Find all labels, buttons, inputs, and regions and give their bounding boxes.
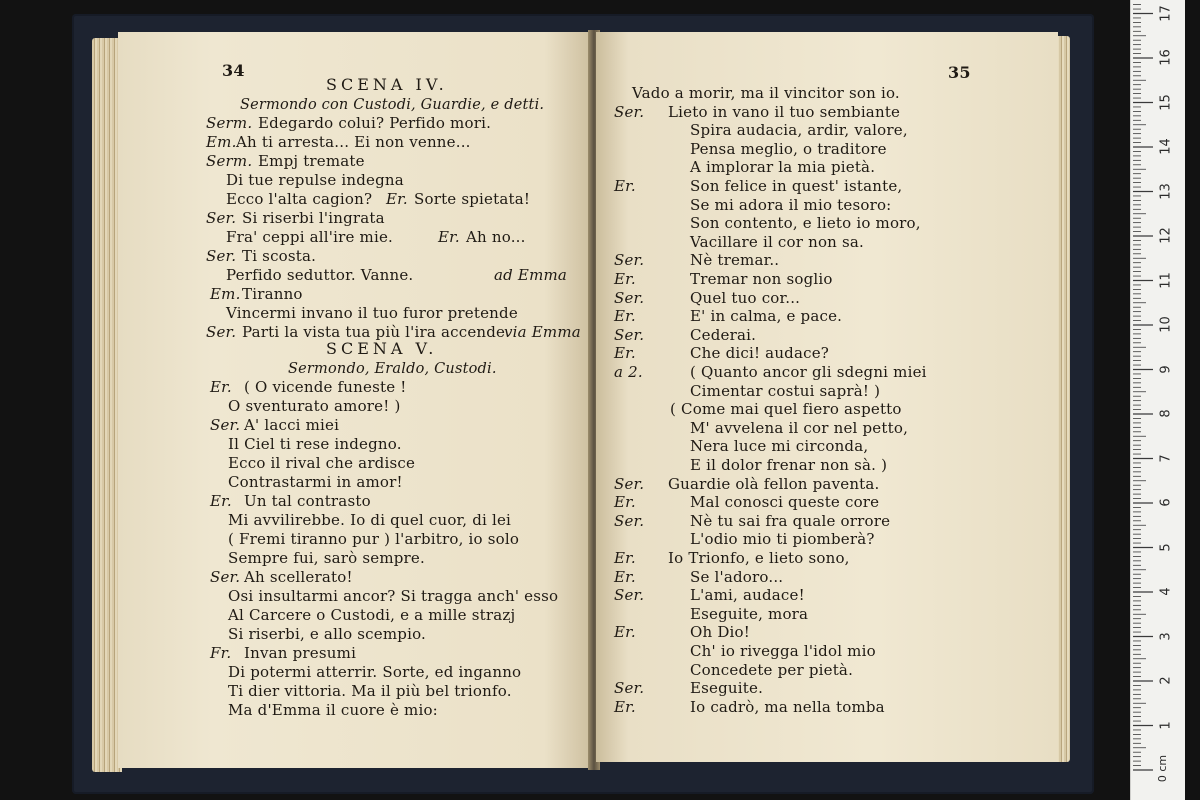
- ruler-number: 1: [1158, 720, 1174, 730]
- verse-line: Ch' io rivegga l'idol mio: [690, 642, 876, 660]
- verse-line: O sventurato amore! ): [228, 397, 401, 415]
- verse-line: ( Come mai quel fiero aspetto: [670, 400, 902, 419]
- speaker-label: Ser.: [210, 568, 241, 586]
- ruler-number: 9: [1158, 364, 1174, 374]
- speaker-label: Er.: [386, 190, 408, 208]
- verse-line: E il dolor frenar non sà. ): [690, 456, 888, 474]
- verse-line: Invan presumi: [244, 644, 357, 662]
- speaker-label: Ser.: [614, 511, 645, 530]
- scene-subtitle-5: Sermondo, Eraldo, Custodi.: [288, 361, 497, 377]
- verse-line: Ecco l'alta cagion?: [226, 190, 373, 208]
- verse-line: ( Fremi tiranno pur ) l'arbitro, io solo: [228, 530, 520, 548]
- verse-line: Nera luce mi circonda,: [690, 437, 869, 456]
- speaker-label: Ser.: [206, 209, 237, 227]
- ruler-number: 12: [1158, 227, 1174, 244]
- verse-line: Un tal contrasto: [244, 492, 371, 510]
- ruler-number: 2: [1158, 676, 1174, 685]
- speaker-label: Er.: [614, 270, 636, 288]
- speaker-label: Er.: [614, 567, 636, 586]
- verse-line: A implorar la mia pietà.: [690, 158, 876, 177]
- ruler-number: 13: [1158, 182, 1174, 200]
- ruler-number: 6: [1158, 498, 1174, 507]
- speaker-label: Fr.: [210, 644, 232, 662]
- verse-line: Si riserbi, e allo scempio.: [228, 625, 427, 643]
- verse-line: Io cadrò, ma nella tomba: [690, 697, 885, 716]
- verse-line: Se l'adoro...: [690, 567, 784, 586]
- speaker-label: Ser.: [614, 679, 645, 698]
- verse-line: ( O vicende funeste !: [244, 378, 407, 396]
- speaker-label: Ser.: [614, 251, 645, 270]
- verse-line: Ma d'Emma il cuore è mio:: [228, 701, 438, 719]
- verse-line: Lieto in vano il tuo sembiante: [668, 102, 901, 121]
- verse-line: Quel tuo cor...: [690, 288, 801, 307]
- verse-line: Eseguite.: [690, 679, 764, 698]
- speaker-label: Ser.: [614, 325, 645, 344]
- speaker-label: Em.: [210, 285, 241, 303]
- ruler-number: 14: [1158, 138, 1174, 155]
- speaker-label: Er.: [614, 307, 636, 326]
- verse-line: Nè tu sai fra quale orrore: [690, 511, 891, 530]
- verse-line: Di tue repulse indegna: [226, 171, 404, 189]
- speaker-label: Ser.: [614, 102, 645, 121]
- speaker-label: Er.: [438, 228, 460, 246]
- verse-line: Son felice in quest' istante,: [690, 177, 903, 195]
- verse-line: Perfido seduttor. Vanne.: [226, 266, 414, 284]
- ruler-number: 10: [1158, 316, 1174, 333]
- verse-line: ( Quanto ancor gli sdegni miei: [690, 363, 927, 381]
- page-number-right: 35: [948, 63, 971, 82]
- speaker-label: Er.: [614, 344, 636, 363]
- speaker-label: Ser.: [614, 474, 645, 493]
- speaker-label: Er.: [614, 493, 636, 512]
- stage-direction: ad Emma: [494, 266, 568, 284]
- verse-line: Vacillare il cor non sa.: [690, 232, 865, 251]
- verse-line: Tiranno: [242, 285, 303, 303]
- right-page: [596, 32, 1058, 762]
- speaker-label: Er.: [614, 549, 636, 567]
- verse-line: Spira audacia, ardir, valore,: [690, 121, 908, 140]
- ruler-number: 11: [1158, 271, 1174, 289]
- verse-line: Che dici! audace?: [690, 344, 830, 363]
- verse-line: Al Carcere o Custodi, e a mille strazj: [228, 606, 516, 624]
- verse-line: Mal conosci queste core: [690, 493, 880, 512]
- speaker-label: Ser.: [614, 586, 645, 605]
- verse-line: E' in calma, e pace.: [690, 307, 843, 326]
- ruler-number: 15: [1158, 93, 1174, 111]
- ruler-number: 3: [1158, 631, 1174, 641]
- verse-line: Pensa meglio, o traditore: [690, 139, 887, 158]
- speaker-label: Er.: [210, 492, 232, 510]
- verse-line: Vado a morir, ma il vincitor son io.: [632, 84, 900, 102]
- verse-line: Ah ti arresta... Ei non venne...: [236, 133, 471, 151]
- verse-line: Eseguite, mora: [690, 604, 809, 623]
- speaker-label: Ser.: [206, 247, 237, 265]
- verse-line: Tremar non soglio: [690, 270, 833, 288]
- scene-subtitle-4: Sermondo con Custodi, Guardie, e detti.: [240, 97, 545, 113]
- verse-line: Ah no...: [466, 228, 526, 246]
- ruler-number: 7: [1158, 453, 1174, 463]
- verse-line: Edegardo colui? Perfido mori.: [258, 114, 492, 132]
- speaker-label: Er.: [614, 697, 636, 716]
- verse-line: Se mi adora il mio tesoro:: [690, 195, 892, 214]
- speaker-label: a 2.: [614, 363, 643, 381]
- left-page: [118, 32, 592, 768]
- ruler-number: 17: [1158, 4, 1174, 22]
- verse-line: L'ami, audace!: [690, 586, 805, 605]
- scene-heading-5: SCENA V.: [326, 339, 438, 358]
- verse-line: Sorte spietata!: [414, 190, 531, 208]
- verse-line: Nè tremar..: [690, 251, 780, 270]
- speaker-label: Er.: [614, 623, 636, 642]
- verse-line: Il Ciel ti rese indegno.: [228, 435, 402, 453]
- ruler-number: 4: [1158, 587, 1174, 596]
- ruler-unit-label: 0 cm: [1156, 754, 1170, 783]
- speaker-label: Er.: [210, 378, 232, 396]
- verse-line: Ti scosta.: [242, 247, 317, 265]
- speaker-label: Ser.: [210, 416, 241, 434]
- verse-line: Cederai.: [690, 325, 757, 344]
- verse-line: Vincermi invano il tuo furor pretende: [226, 304, 518, 322]
- verse-line: Sempre fui, sarò sempre.: [228, 549, 425, 567]
- verse-line: L'odio mio ti piomberà?: [690, 530, 875, 549]
- verse-line: Parti la vista tua più l'ira accende: [242, 323, 506, 341]
- speaker-label: Er.: [614, 177, 636, 195]
- verse-line: Son contento, e lieto io moro,: [690, 214, 921, 233]
- verse-line: Ecco il rival che ardisce: [228, 454, 416, 472]
- verse-line: M' avvelena il cor nel petto,: [690, 418, 909, 437]
- verse-line: Empj tremate: [258, 152, 365, 170]
- verse-line: Ah scellerato!: [244, 568, 353, 586]
- verse-line: Di potermi atterrir. Sorte, ed inganno: [228, 663, 522, 681]
- verse-line: Concedete per pietà.: [690, 660, 854, 679]
- verse-line: A' lacci miei: [244, 416, 340, 434]
- page-number-left: 34: [222, 61, 245, 80]
- verse-line: Contrastarmi in amor!: [228, 473, 403, 491]
- speaker-label: Ser.: [206, 323, 237, 341]
- verse-line: Oh Dio!: [690, 623, 751, 642]
- ruler-number: 8: [1158, 409, 1174, 418]
- scene-heading-4: SCENA IV.: [326, 75, 448, 94]
- verse-line: Cimentar costui saprà! ): [690, 381, 881, 400]
- verse-line: Fra' ceppi all'ire mie.: [226, 228, 393, 246]
- ruler-number: 16: [1158, 49, 1174, 66]
- verse-line: Si riserbi l'ingrata: [242, 209, 385, 227]
- verse-line: Osi insultarmi ancor? Si tragga anch' esso: [228, 587, 559, 605]
- speaker-label: Ser.: [614, 288, 645, 307]
- stage-direction: via Emma: [504, 323, 581, 341]
- speaker-label: Serm.: [206, 114, 253, 132]
- speaker-label: Em.: [206, 133, 237, 151]
- verse-line: Io Trionfo, e lieto sono,: [668, 549, 850, 567]
- ruler-number: 5: [1158, 542, 1174, 552]
- verse-line: Ti dier vittoria. Ma il più bel trionfo.: [228, 682, 512, 700]
- verse-line: Guardie olà fellon paventa.: [668, 474, 880, 493]
- speaker-label: Serm.: [206, 152, 253, 170]
- verse-line: Mi avvilirebbe. Io di quel cuor, di lei: [228, 511, 512, 529]
- measuring-ruler: [1130, 0, 1185, 800]
